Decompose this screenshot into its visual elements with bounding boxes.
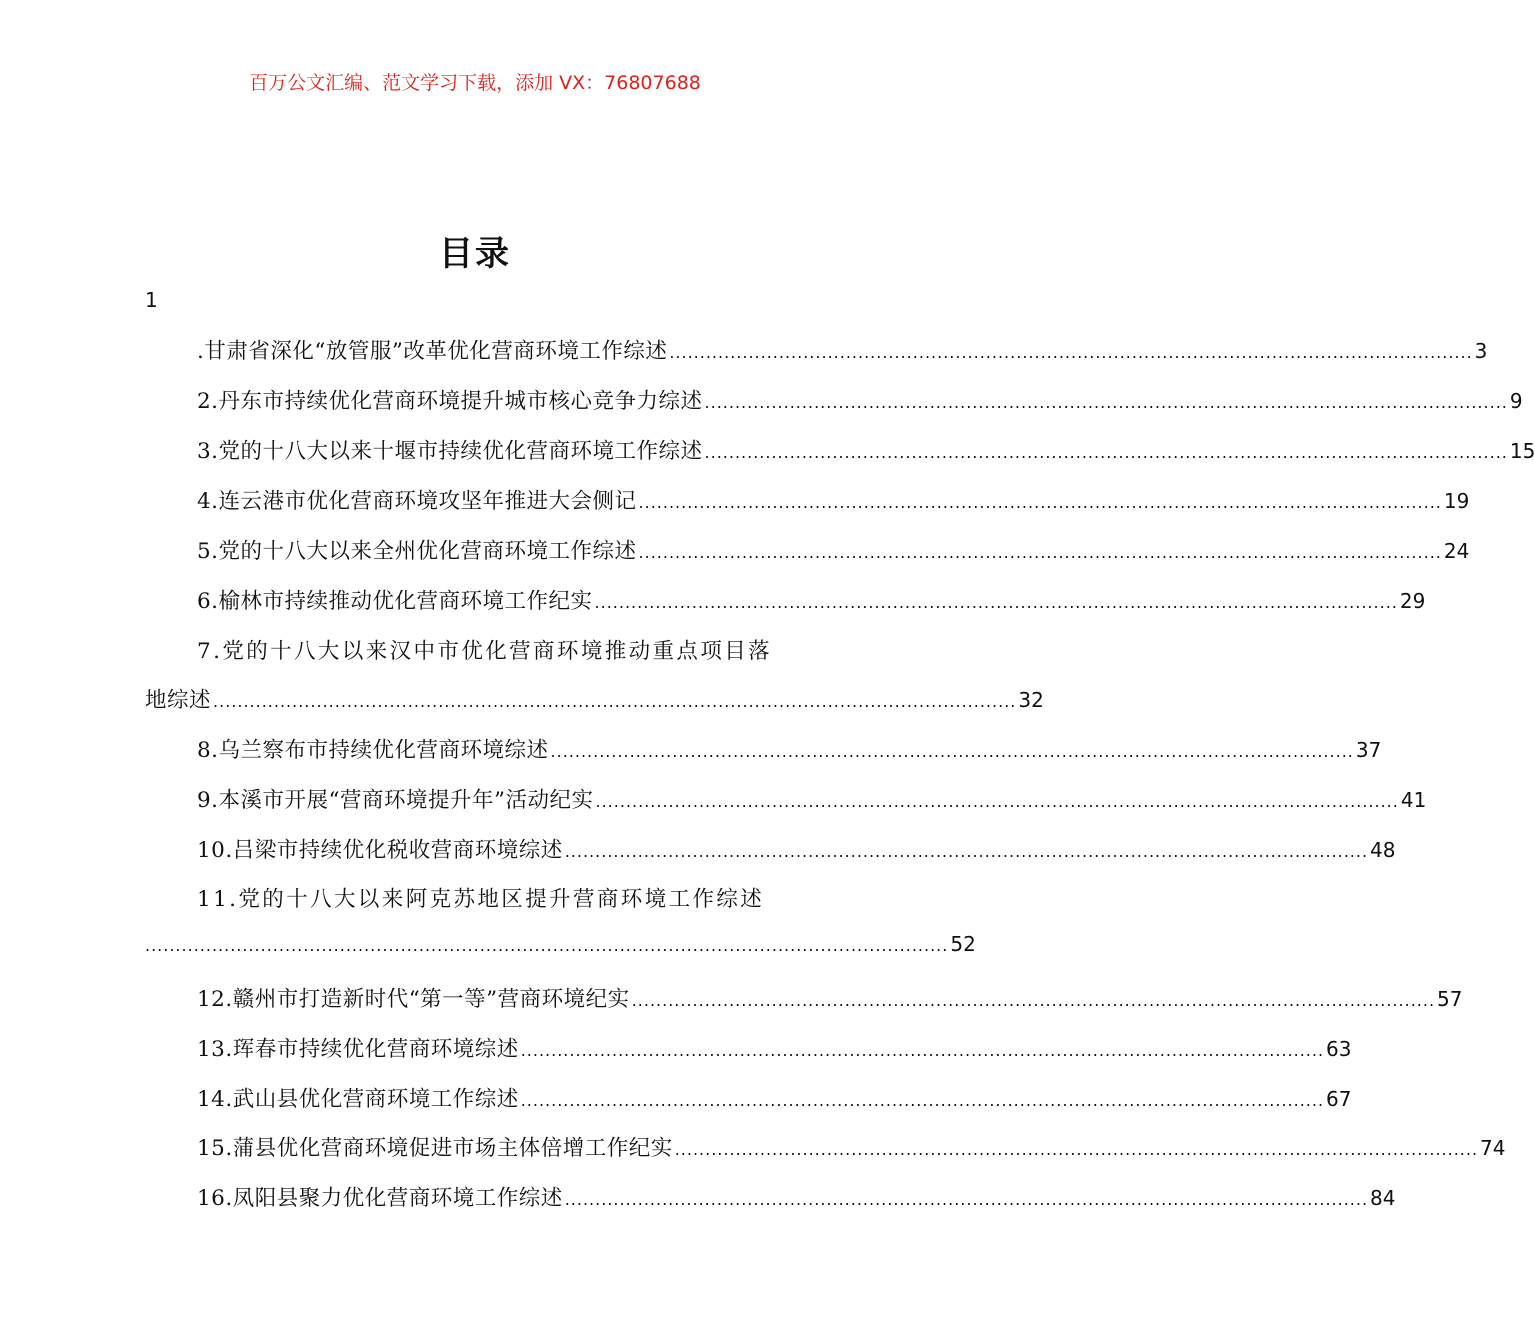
toc-entry-title: 4.连云港市优化营商环境攻坚年推进大会侧记 <box>197 489 637 514</box>
toc-entry <box>145 584 1426 618</box>
toc-leader-dots: .................................................................................................................................... <box>638 543 1442 562</box>
toc-entry-page: 29 <box>1399 589 1426 613</box>
toc-entry <box>145 783 1427 817</box>
toc-entry-title: 13.珲春市持续优化营商环境综述 <box>197 1037 519 1062</box>
toc-lead-number: 1 <box>145 288 158 312</box>
toc-leader-dots: .................................................................................................................................... <box>674 1140 1479 1159</box>
promo-header: 百万公文汇编、范文学习下载，添加 VX：76807688 <box>249 72 701 94</box>
toc-entry-title: 5.党的十八大以来全州优化营商环境工作综述 <box>197 539 637 564</box>
toc-entry-title: 9.本溪市开展“营商环境提升年”活动纪实 <box>197 788 594 813</box>
toc-leader-dots: .................................................................................................................................... <box>595 792 1399 811</box>
toc-leader-dots: .................................................................................................................................... <box>669 343 1473 362</box>
toc-entry <box>145 534 1470 568</box>
toc-entry-title: 3.党的十八大以来十堰市持续优化营商环境工作综述 <box>197 439 703 464</box>
toc-entry <box>145 434 1535 468</box>
toc-entry <box>145 1131 1506 1165</box>
toc-leader-dots: .................................................................................................................................... <box>564 842 1369 861</box>
toc-entry-page: 74 <box>1480 1136 1506 1160</box>
toc-entry-continuation <box>145 932 976 966</box>
toc-entry-page: 84 <box>1370 1186 1396 1210</box>
toc-entry-page: 57 <box>1437 987 1463 1011</box>
toc-entry-page: 37 <box>1355 738 1382 762</box>
toc-entry-title: 8.乌兰察布市持续优化营商环境综述 <box>197 738 549 763</box>
toc-entry <box>145 484 1470 518</box>
toc-leader-dots: .................................................................................................................................... <box>550 742 1354 761</box>
toc-entry <box>145 1181 1396 1215</box>
toc-entry-continuation <box>145 683 1044 717</box>
toc-entry <box>145 733 1382 767</box>
toc-entry-page: 67 <box>1326 1087 1352 1111</box>
toc-entry-title: 10.吕梁市持续优化税收营商环境综述 <box>197 838 563 863</box>
toc-entry-title: 16.凤阳县聚力优化营商环境工作综述 <box>197 1186 563 1211</box>
toc-entry-title: 14.武山县优化营商环境工作综述 <box>197 1087 519 1112</box>
toc-leader-dots: .................................................................................................................................... <box>213 692 1017 711</box>
toc-leader-dots: .................................................................................................................................... <box>145 936 949 955</box>
toc-leader-dots: .................................................................................................................................... <box>594 593 1398 612</box>
toc-entry <box>145 1032 1352 1066</box>
toc-entry-title: 2.丹东市持续优化营商环境提升城市核心竞争力综述 <box>197 389 703 414</box>
toc-leader-dots: .................................................................................................................................... <box>631 991 1436 1010</box>
toc-entry-page: 9 <box>1509 389 1523 413</box>
toc-leader-dots: .................................................................................................................................... <box>520 1091 1325 1110</box>
toc-entry <box>145 982 1463 1016</box>
toc-entry-title: .甘肃省深化“放管服”改革优化营商环境工作综述 <box>197 339 668 364</box>
toc-entry <box>145 334 1488 368</box>
toc-entry-page: 15 <box>1509 439 1535 463</box>
page-title: 目录 <box>439 234 511 274</box>
toc-entry-page: 41 <box>1400 788 1427 812</box>
toc-leader-dots: .................................................................................................................................... <box>564 1190 1369 1209</box>
toc-leader-dots: .................................................................................................................................... <box>704 393 1508 412</box>
toc-entry-title: 7.党的十八大以来汉中市优化营商环境推动重点项目落 <box>197 639 773 664</box>
toc-entry-title: 6.榆林市持续推动优化营商环境工作纪实 <box>197 589 593 614</box>
toc-entry-page: 63 <box>1326 1037 1352 1061</box>
toc-entry <box>145 833 1396 867</box>
toc-entry-page: 3 <box>1474 339 1488 363</box>
toc-entry-page: 48 <box>1370 838 1396 862</box>
toc-leader-dots: .................................................................................................................................... <box>704 443 1508 462</box>
toc-entry-title: 11.党的十八大以来阿克苏地区提升营商环境工作综述 <box>197 887 765 912</box>
toc-entry-page: 19 <box>1443 489 1470 513</box>
toc-entry-page: 24 <box>1443 539 1470 563</box>
toc-entry-title-continued: 地综述 <box>145 688 212 713</box>
toc-entry <box>145 634 805 668</box>
toc-entry-page: 32 <box>1018 688 1044 712</box>
toc-entry-title: 12.赣州市打造新时代“第一等”营商环境纪实 <box>197 987 630 1012</box>
toc-entry <box>145 1082 1352 1116</box>
toc-entry <box>145 882 805 916</box>
toc-leader-dots: .................................................................................................................................... <box>520 1041 1325 1060</box>
toc-entry <box>145 384 1523 418</box>
toc-entry-title: 15.蒲县优化营商环境促进市场主体倍增工作纪实 <box>197 1136 673 1161</box>
toc-leader-dots: .................................................................................................................................... <box>638 493 1442 512</box>
toc-entry-page: 52 <box>950 932 976 956</box>
